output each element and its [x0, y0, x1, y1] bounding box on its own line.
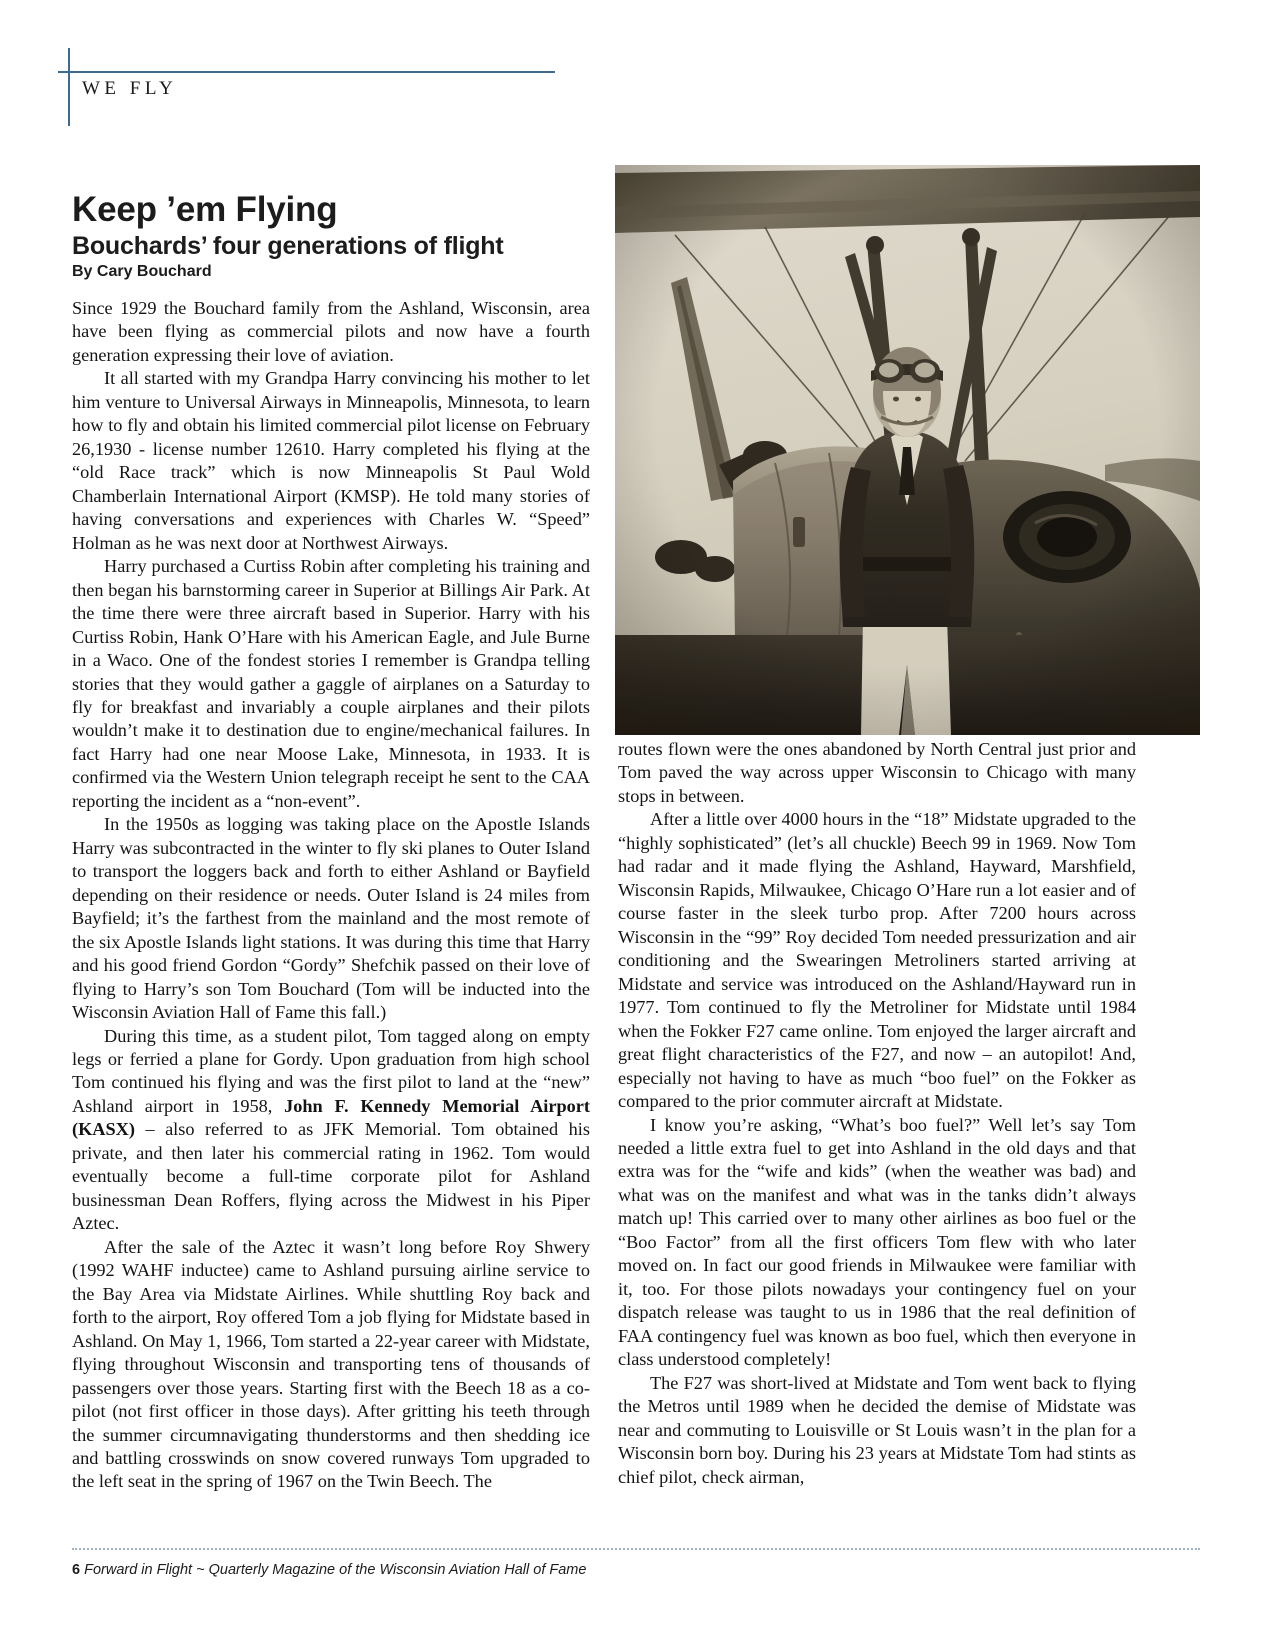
paragraph: After a little over 4000 hours in the “18” Midstate upgraded to the “highly sophisticated” (let’s all chuckle) Beech 99 in 1969. Now Tom had radar and it made flying the Ashland, Hayward, Marshfield, Wisconsin Rapids, Milwaukee, Chicago O’Hare run a lot easier and of course faster in the sleek turbo prop. After 7200 hours across Wisconsin in the “99” Roy decided Tom needed pressurization and air conditioning and the Swearingen Metroliners started arriving at Midstate and service was introduced on the Ashland/Hayward run in 1977. Tom continued to fly the Metroliner for Midstate until 1984 when the Fokker F27 came online. Tom enjoyed the larger aircraft and great flight characteristics of the F27, and now – an autopilot! And, especially not having to have as much “boo fuel” on the Fokker as compared to the prior commuter aircraft at Midstate. — [618, 809, 1136, 1112]
footer-divider — [72, 1548, 1200, 1550]
airport-name-emphasis: John F. Kennedy Memorial Airport (KASX) — [72, 1095, 591, 1140]
paragraph: routes flown were the ones abandoned by North Central just prior and Tom paved the way across upper Wisconsin to Chicago with many stops in between. — [618, 739, 1136, 806]
paragraph: I know you’re asking, “What’s boo fuel?” Well let’s say Tom needed a little extra fuel to get into Ashland in the old days and that extra was for the “wife and kids” (when the weather was bad) and what was on the manifest and what was in the tanks didn’t always match up! This carried over to many other airlines as boo fuel or the “Boo Factor” from all the first officers Tom flew with who later moved on. In fact our good friends in Milwaukee were familiar with it, too. For those pilots nowadays your contingency fuel on your dispatch release was taught to us in 1986 that the real definition of FAA contingency fuel was known as boo fuel, which then everyone in class understood completely! — [618, 1114, 1136, 1370]
paragraph — [72, 1025, 590, 1236]
article-photo — [615, 165, 1200, 735]
footer-credit: Forward in Flight ~ Quarterly Magazine of the Wisconsin Aviation Hall of Fame — [84, 1562, 587, 1578]
body-column-left — [72, 297, 590, 1494]
paragraph: In the 1950s as logging was taking place on the Apostle Islands Harry was subcontracted in the winter to fly ski planes to Outer Island to transport the loggers back and forth to either Ashland or Bayfield depending on their residence or needs. Outer Island is 24 miles from Bayfield; it’s the farthest from the mainland and the most remote of the six Apostle Islands light stations. It was during this time that Harry and his good friend Gordon “Gordy” Shefchik passed on their love of flying to Harry’s son Tom Bouchard (Tom will be inducted into the Wisconsin Aviation Hall of Fame this fall.) — [72, 814, 590, 1023]
paragraph: After the sale of the Aztec it wasn’t long before Roy Shwery (1992 WAHF inductee) came to Ashland pursuing airline service to the Bay Area via Midstate Airlines. While shuttling Roy back and forth to the airport, Roy offered Tom a job flying for Midstate based in Ashland. On May 1, 1966, Tom started a 22-year career with Midstate, flying throughout Wisconsin and transporting tens of thousands of passengers over those years. Starting first with the Beech 18 as a co-pilot (not first officer in those days). After gritting his teeth through the summer circumnavigating thunderstorms and then shedding ice and battling crosswinds on snow covered runways Tom upgraded to the left seat in the spring of 1967 on the Twin Beech. The — [72, 1236, 590, 1492]
page-title: Keep ’em Flying — [72, 190, 338, 230]
paragraph: The F27 was short-lived at Midstate and Tom went back to flying the Metros until 1989 when he decided the demise of Midstate was near and commuting to Louisville or St Louis wasn’t in the plan for a Wisconsin born boy. During his 23 years at Midstate Tom had stints as chief pilot, check airman, — [618, 1372, 1136, 1487]
header-horizontal-rule — [58, 71, 555, 73]
running-head: WE FLY — [82, 78, 178, 99]
paragraph-text-part: – also referred to as JFK Memorial. Tom obtained his private, and then later his commercial rating in 1962. Tom would eventually become a full-time corporate pilot for Ashland businessman Dean Roffers, flying across the Midwest in his Piper Aztec. — [72, 1119, 590, 1234]
paragraph: It all started with my Grandpa Harry convincing his mother to let him venture to Universal Airways in Minneapolis, Minnesota, to learn how to fly and obtain his limited commercial pilot license on February 26,1930 - license number 12610. Harry completed his flying at the “old Race track” which is now Minneapolis St Paul Wold Chamberlain International Airport (KMSP). He told many stories of having conversations and experiences with Charles W. “Speed” Holman as he was next door at Northwest Airways. — [72, 368, 590, 553]
paragraph: Harry purchased a Curtiss Robin after completing his training and then began his barnstorming career in Superior at Billings Air Park. At the time there were three aircraft based in Superior. Harry with his Curtiss Robin, Hank O’Hare with his American Eagle, and Jule Burne in a Waco. One of the fondest stories I remember is Grandpa telling stories that they would gather a gaggle of airplanes on a Saturday to fly for breakfast and invariably a couple airplanes and their pilots wouldn’t make it to destination due to engine/mechanical failures. In fact Harry had one near Moose Lake, Minnesota, in 1933. It is confirmed via the Western Union telegraph receipt he sent to the CAA reporting the incident as a “non-event”. — [72, 556, 590, 811]
byline: By Cary Bouchard — [72, 263, 212, 280]
footer — [72, 1562, 586, 1578]
page-number: 6 — [72, 1562, 85, 1578]
paragraph: Since 1929 the Bouchard family from the Ashland, Wisconsin, area have been flying as commercial pilots and now have a fourth generation expressing their love of aviation. — [72, 298, 590, 365]
page-subtitle: Bouchards’ four generations of flight — [72, 231, 504, 260]
header-vertical-rule — [68, 48, 70, 126]
body-column-right — [618, 738, 1136, 1489]
paragraph-text-part: During this time, as a student pilot, Tom tagged along on empty legs or ferried a plane for Gordy. Upon graduation from high school Tom continued his flying and was the first pilot to land at the “new” Ashland airport in 1958, — [72, 1025, 590, 1116]
aviator-biplane-photo-graphic — [615, 165, 1200, 735]
